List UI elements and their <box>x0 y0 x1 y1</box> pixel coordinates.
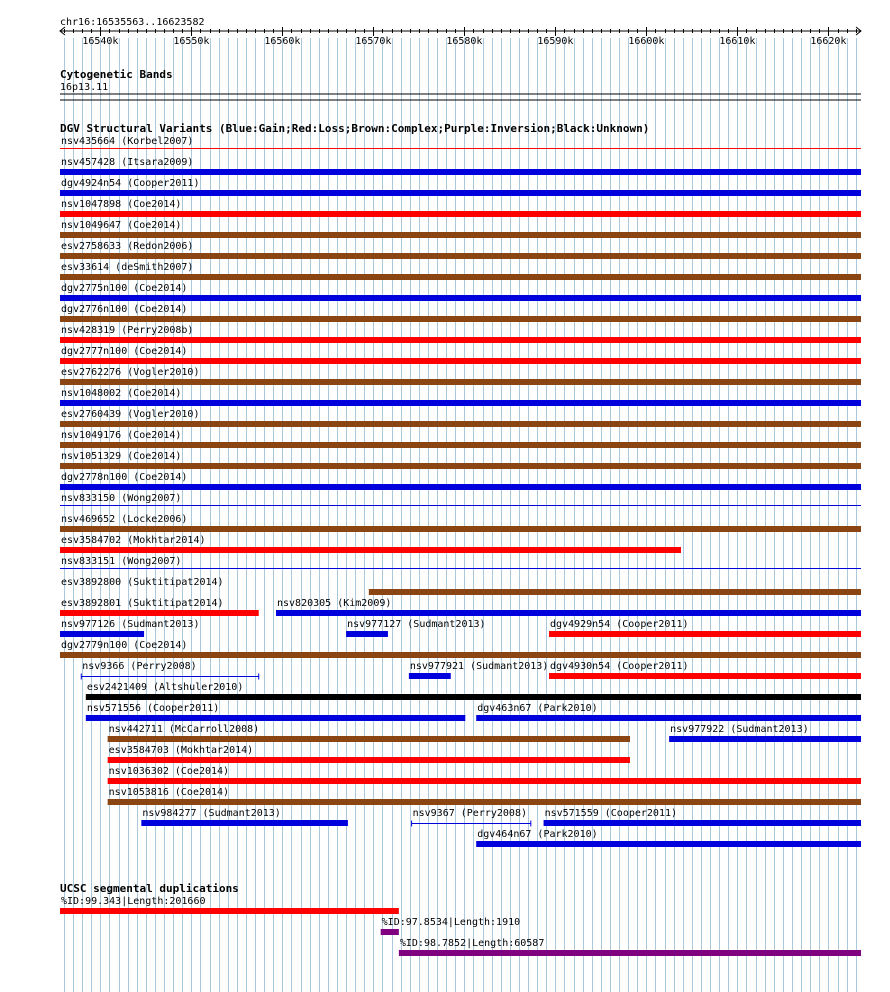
feature-bar <box>60 253 861 259</box>
variant-feature[interactable] <box>60 556 861 569</box>
feature-bar <box>60 610 259 616</box>
variant-feature[interactable] <box>60 388 861 406</box>
variant-feature[interactable] <box>60 346 861 364</box>
feature-label: nsv1049647 (Coe2014) <box>61 220 182 231</box>
feature-label: dgv463n67 (Park2010) <box>477 703 598 714</box>
dgv-track-title: DGV Structural Variants (Blue:Gain;Red:Loss;Brown:Complex;Purple:Inversion;Black:Unknown) <box>60 122 650 135</box>
variant-feature[interactable] <box>60 367 861 385</box>
feature-label: esv3892801 (Suktitipat2014) <box>61 598 224 609</box>
feature-bar <box>60 442 861 448</box>
variant-feature[interactable] <box>409 661 548 679</box>
feature-bar <box>60 463 861 469</box>
feature-label: nsv9366 (Perry2008) <box>82 661 197 672</box>
feature-bar <box>669 736 861 742</box>
feature-label: dgv4930n54 (Cooper2011) <box>550 661 689 672</box>
variant-feature[interactable] <box>399 938 861 956</box>
feature-label: %ID:99.343|Length:201660 <box>61 896 206 907</box>
variant-feature[interactable] <box>60 304 861 322</box>
cytoband-track-title: Cytogenetic Bands <box>60 68 173 81</box>
feature-bar <box>346 631 388 637</box>
feature-bar <box>549 631 861 637</box>
feature-bar <box>86 694 861 700</box>
variant-feature[interactable] <box>549 661 861 679</box>
feature-bar <box>276 610 861 616</box>
feature-bar <box>60 169 861 175</box>
variant-feature[interactable] <box>60 619 199 637</box>
feature-label: esv3584702 (Mokhtar2014) <box>61 535 206 546</box>
feature-label: esv2762276 (Vogler2010) <box>61 367 200 378</box>
feature-label: nsv833151 (Wong2007) <box>61 556 182 567</box>
variant-feature[interactable] <box>476 829 861 847</box>
variant-feature[interactable] <box>669 724 861 742</box>
feature-label: nsv9367 (Perry2008) <box>412 808 527 819</box>
feature-bar <box>60 421 861 427</box>
feature-label: nsv428319 (Perry2008b) <box>61 325 194 336</box>
feature-bar <box>409 673 451 679</box>
feature-bar <box>399 950 861 956</box>
feature-label: nsv984277 (Sudmant2013) <box>142 808 281 819</box>
feature-label: nsv442711 (McCarroll2008) <box>108 724 260 735</box>
feature-bar <box>86 715 465 721</box>
feature-label: esv3892800 (Suktitipat2014) <box>61 577 224 588</box>
feature-bar <box>476 841 861 847</box>
feature-label: nsv977127 (Sudmant2013) <box>347 619 486 630</box>
variant-feature[interactable] <box>108 745 630 763</box>
variant-feature[interactable] <box>60 472 861 490</box>
variant-feature[interactable] <box>108 766 861 784</box>
feature-bar <box>108 757 630 763</box>
variant-feature[interactable] <box>544 808 861 826</box>
feature-label: nsv1036302 (Coe2014) <box>108 766 230 777</box>
ruler-tick-label: 16600k <box>628 36 665 47</box>
feature-label: %ID:97.8534|Length:1910 <box>381 917 521 928</box>
variant-feature[interactable] <box>81 661 258 680</box>
feature-label: dgv2776n100 (Coe2014) <box>61 304 188 315</box>
feature-label: dgv2775n100 (Coe2014) <box>61 283 188 294</box>
feature-bar <box>60 526 861 532</box>
region-label: chr16:16535563..16623582 <box>60 17 205 28</box>
ruler-ticks <box>65 27 857 47</box>
feature-bar <box>108 799 861 805</box>
ruler-tick-label: 16540k <box>82 36 119 47</box>
feature-bar <box>60 232 861 238</box>
variant-feature[interactable] <box>61 577 861 595</box>
variant-feature[interactable] <box>60 451 861 469</box>
feature-label: nsv977921 (Sudmant2013) <box>409 661 549 672</box>
feature-label: nsv1051329 (Coe2014) <box>61 451 182 462</box>
ruler-tick-label: 16570k <box>355 36 392 47</box>
variant-feature[interactable] <box>60 157 861 175</box>
feature-label: nsv820305 (Kim2009) <box>277 598 392 609</box>
variant-feature[interactable] <box>476 703 861 721</box>
feature-bar <box>60 379 861 385</box>
segdup-track-title: UCSC segmental duplications <box>60 882 239 895</box>
feature-label: nsv977126 (Sudmant2013) <box>61 619 200 630</box>
feature-label: dgv4929n54 (Cooper2011) <box>550 619 689 630</box>
variant-feature[interactable] <box>276 598 861 616</box>
feature-label: nsv469652 (Locke2006) <box>61 514 188 525</box>
variant-feature[interactable] <box>108 724 630 742</box>
feature-bar <box>60 631 144 637</box>
feature-bar <box>60 316 861 322</box>
feature-bar <box>60 211 861 217</box>
variant-feature[interactable] <box>60 136 861 149</box>
feature-label: dgv4924n54 (Cooper2011) <box>61 178 200 189</box>
feature-bar <box>60 652 861 658</box>
feature-label: esv2421409 (Altshuler2010) <box>86 682 244 693</box>
feature-bar <box>60 400 861 406</box>
feature-bar <box>549 673 861 679</box>
variant-feature[interactable] <box>60 430 861 448</box>
feature-bar <box>60 908 399 914</box>
cytoband-label: 16p13.11 <box>60 82 109 93</box>
ruler-tick-label: 16560k <box>264 36 301 47</box>
variant-feature[interactable] <box>60 896 399 914</box>
variant-feature[interactable] <box>60 409 861 427</box>
feature-bar <box>369 589 861 595</box>
variant-feature[interactable] <box>60 262 861 280</box>
cytogenetic-bands-track <box>60 68 861 100</box>
feature-label: nsv1053816 (Coe2014) <box>108 787 230 798</box>
feature-bar <box>60 484 861 490</box>
variant-feature[interactable] <box>60 220 861 238</box>
ruler-tick-label: 16580k <box>446 36 483 47</box>
variant-feature[interactable] <box>86 703 465 721</box>
segmental-duplications-track <box>60 882 861 956</box>
variant-feature[interactable] <box>412 808 531 827</box>
variant-feature[interactable] <box>60 640 861 658</box>
feature-label: nsv457428 (Itsara2009) <box>61 157 194 168</box>
feature-label: nsv977922 (Sudmant2013) <box>670 724 809 735</box>
variant-feature[interactable] <box>549 619 861 637</box>
ruler-tick-label: 16610k <box>719 36 756 47</box>
feature-label: esv33614 (deSmith2007) <box>61 262 194 273</box>
feature-label: dgv2778n100 (Coe2014) <box>61 472 188 483</box>
feature-label: nsv435664 (Korbel2007) <box>61 136 194 147</box>
feature-label: nsv571559 (Cooper2011) <box>544 808 678 819</box>
feature-label: %ID:98.7852|Length:60587 <box>399 938 545 949</box>
feature-label: dgv464n67 (Park2010) <box>477 829 598 840</box>
variant-feature[interactable] <box>60 283 861 301</box>
variant-feature[interactable] <box>60 241 861 259</box>
feature-bar <box>60 547 681 553</box>
feature-bar <box>476 715 861 721</box>
feature-bar <box>60 274 861 280</box>
variant-feature[interactable] <box>60 514 861 532</box>
ruler-tick-label: 16550k <box>173 36 210 47</box>
feature-bar <box>381 929 399 935</box>
variant-feature[interactable] <box>60 199 861 217</box>
feature-bar <box>108 736 630 742</box>
variant-feature[interactable] <box>60 325 861 343</box>
feature-bar <box>60 337 861 343</box>
feature-bar <box>60 358 861 364</box>
feature-bar <box>141 820 348 826</box>
feature-label: nsv833150 (Wong2007) <box>61 493 182 504</box>
feature-label: dgv2779n100 (Coe2014) <box>61 640 188 651</box>
variant-feature[interactable] <box>60 535 681 553</box>
feature-label: nsv571556 (Cooper2011) <box>86 703 220 714</box>
feature-label: esv2760439 (Vogler2010) <box>61 409 200 420</box>
feature-bar <box>60 190 861 196</box>
ruler-tick-label: 16590k <box>537 36 574 47</box>
variant-feature[interactable] <box>108 787 861 805</box>
feature-label: nsv1048002 (Coe2014) <box>61 388 182 399</box>
variant-feature[interactable] <box>141 808 348 826</box>
ruler-tick-label: 16620k <box>810 36 847 47</box>
feature-label: nsv1049176 (Coe2014) <box>61 430 182 441</box>
feature-label: dgv2777n100 (Coe2014) <box>61 346 188 357</box>
coordinate-ruler[interactable] <box>60 17 861 47</box>
feature-label: esv3584703 (Mokhtar2014) <box>108 745 254 756</box>
dgv-structural-variants-track <box>60 122 861 847</box>
feature-bar <box>60 295 861 301</box>
feature-label: nsv1047898 (Coe2014) <box>61 199 182 210</box>
feature-label: esv2758633 (Redon2006) <box>61 241 194 252</box>
variant-feature[interactable] <box>60 493 861 506</box>
variant-feature[interactable] <box>60 178 861 196</box>
feature-bar <box>544 820 861 826</box>
feature-bar <box>108 778 861 784</box>
